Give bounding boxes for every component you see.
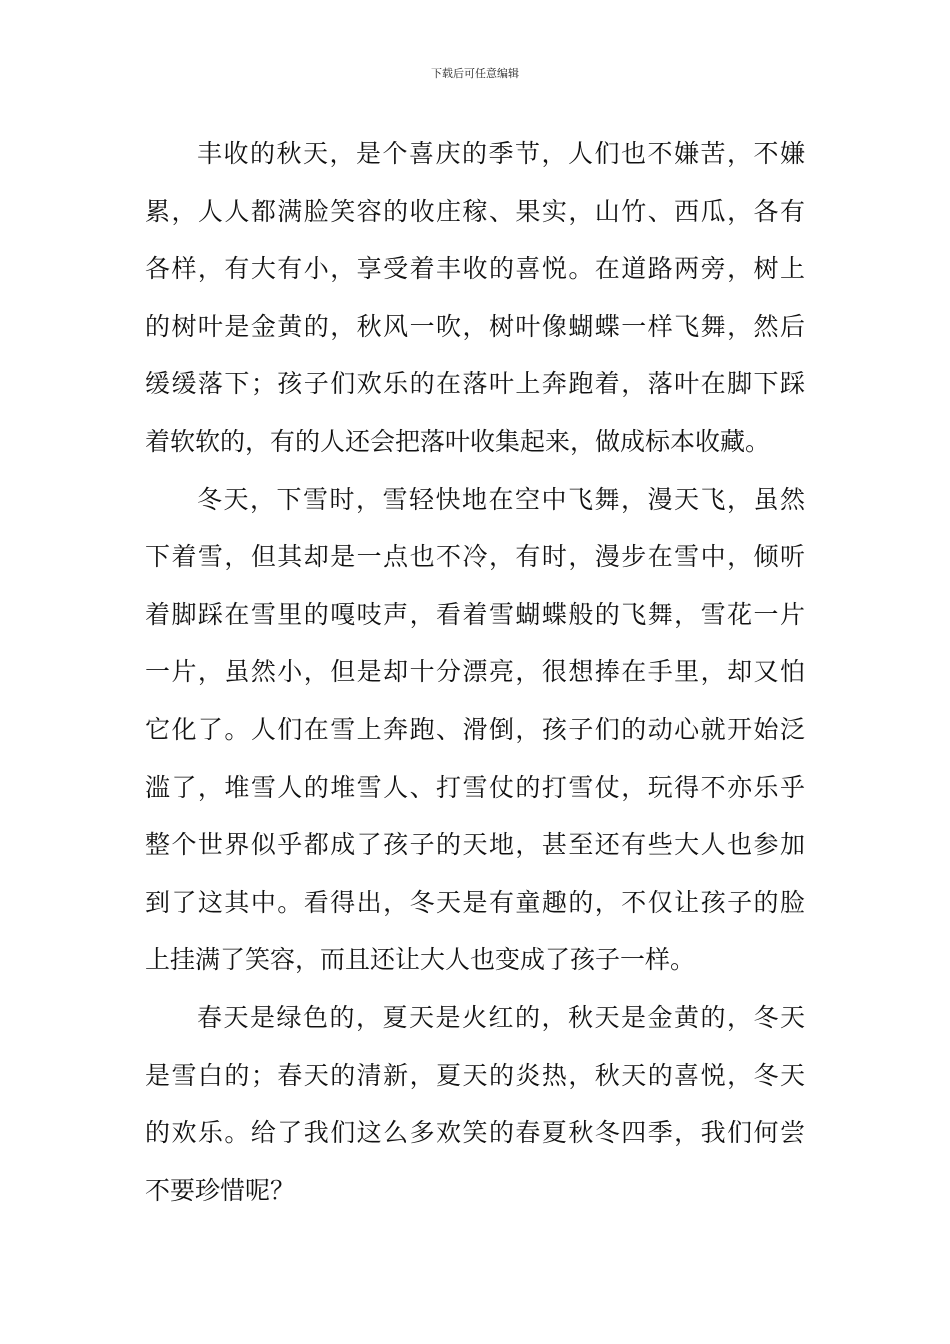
text-line: 着脚踩在雪里的嘎吱声，看着雪蝴蝶般的飞舞，雪花一片 xyxy=(145,599,805,629)
text-line: 丰收的秋天，是个喜庆的季节，人们也不嫌苦，不嫌 xyxy=(197,139,805,168)
text-line: 各样，有大有小，享受着丰收的喜悦。在道路两旁，树上 xyxy=(145,254,805,284)
text-line: 的树叶是金黄的，秋风一吹，树叶像蝴蝶一样飞舞，然后 xyxy=(145,311,805,341)
text-line: 着软软的，有的人还会把落叶收集起来，做成标本收藏。 xyxy=(145,426,771,456)
text-line: 到了这其中。看得出，冬天是有童趣的，不仅让孩子的脸 xyxy=(145,887,805,917)
text-line: 它化了。人们在雪上奔跑、滑倒，孩子们的动心就开始泛 xyxy=(145,714,805,744)
text-line: 缓缓落下；孩子们欢乐的在落叶上奔跑着，落叶在脚下踩 xyxy=(145,369,805,399)
document-body xyxy=(145,125,805,1219)
text-line: 滥了，堆雪人的堆雪人、打雪仗的打雪仗，玩得不亦乐乎 xyxy=(145,772,805,802)
text-line: 是雪白的；春天的清新，夏天的炎热，秋天的喜悦，冬天 xyxy=(145,1060,805,1090)
text-line: 一片，虽然小，但是却十分漂亮，很想捧在手里，却又怕 xyxy=(145,657,805,687)
text-line: 不要珍惜呢？ xyxy=(145,1175,296,1205)
paragraph-winter xyxy=(145,471,805,989)
text-line: 下着雪，但其却是一点也不冷，有时，漫步在雪中，倾听 xyxy=(145,542,805,572)
paragraph-seasons xyxy=(145,989,805,1219)
page-header: 下载后可任意编辑 xyxy=(431,67,519,80)
text-line: 的欢乐。给了我们这么多欢笑的春夏秋冬四季，我们何尝 xyxy=(145,1118,805,1148)
text-line: 累，人人都满脸笑容的收庄稼、果实，山竹、西瓜，各有 xyxy=(145,196,805,226)
text-line: 春天是绿色的，夏天是火红的，秋天是金黄的，冬天 xyxy=(197,1002,805,1032)
text-line: 整个世界似乎都成了孩子的天地，甚至还有些大人也参加 xyxy=(145,830,805,860)
text-line: 上挂满了笑容，而且还让大人也变成了孩子一样。 xyxy=(145,945,696,975)
paragraph-autumn xyxy=(145,125,805,471)
text-line: 冬天，下雪时，雪轻快地在空中飞舞，漫天飞，虽然 xyxy=(197,484,805,514)
